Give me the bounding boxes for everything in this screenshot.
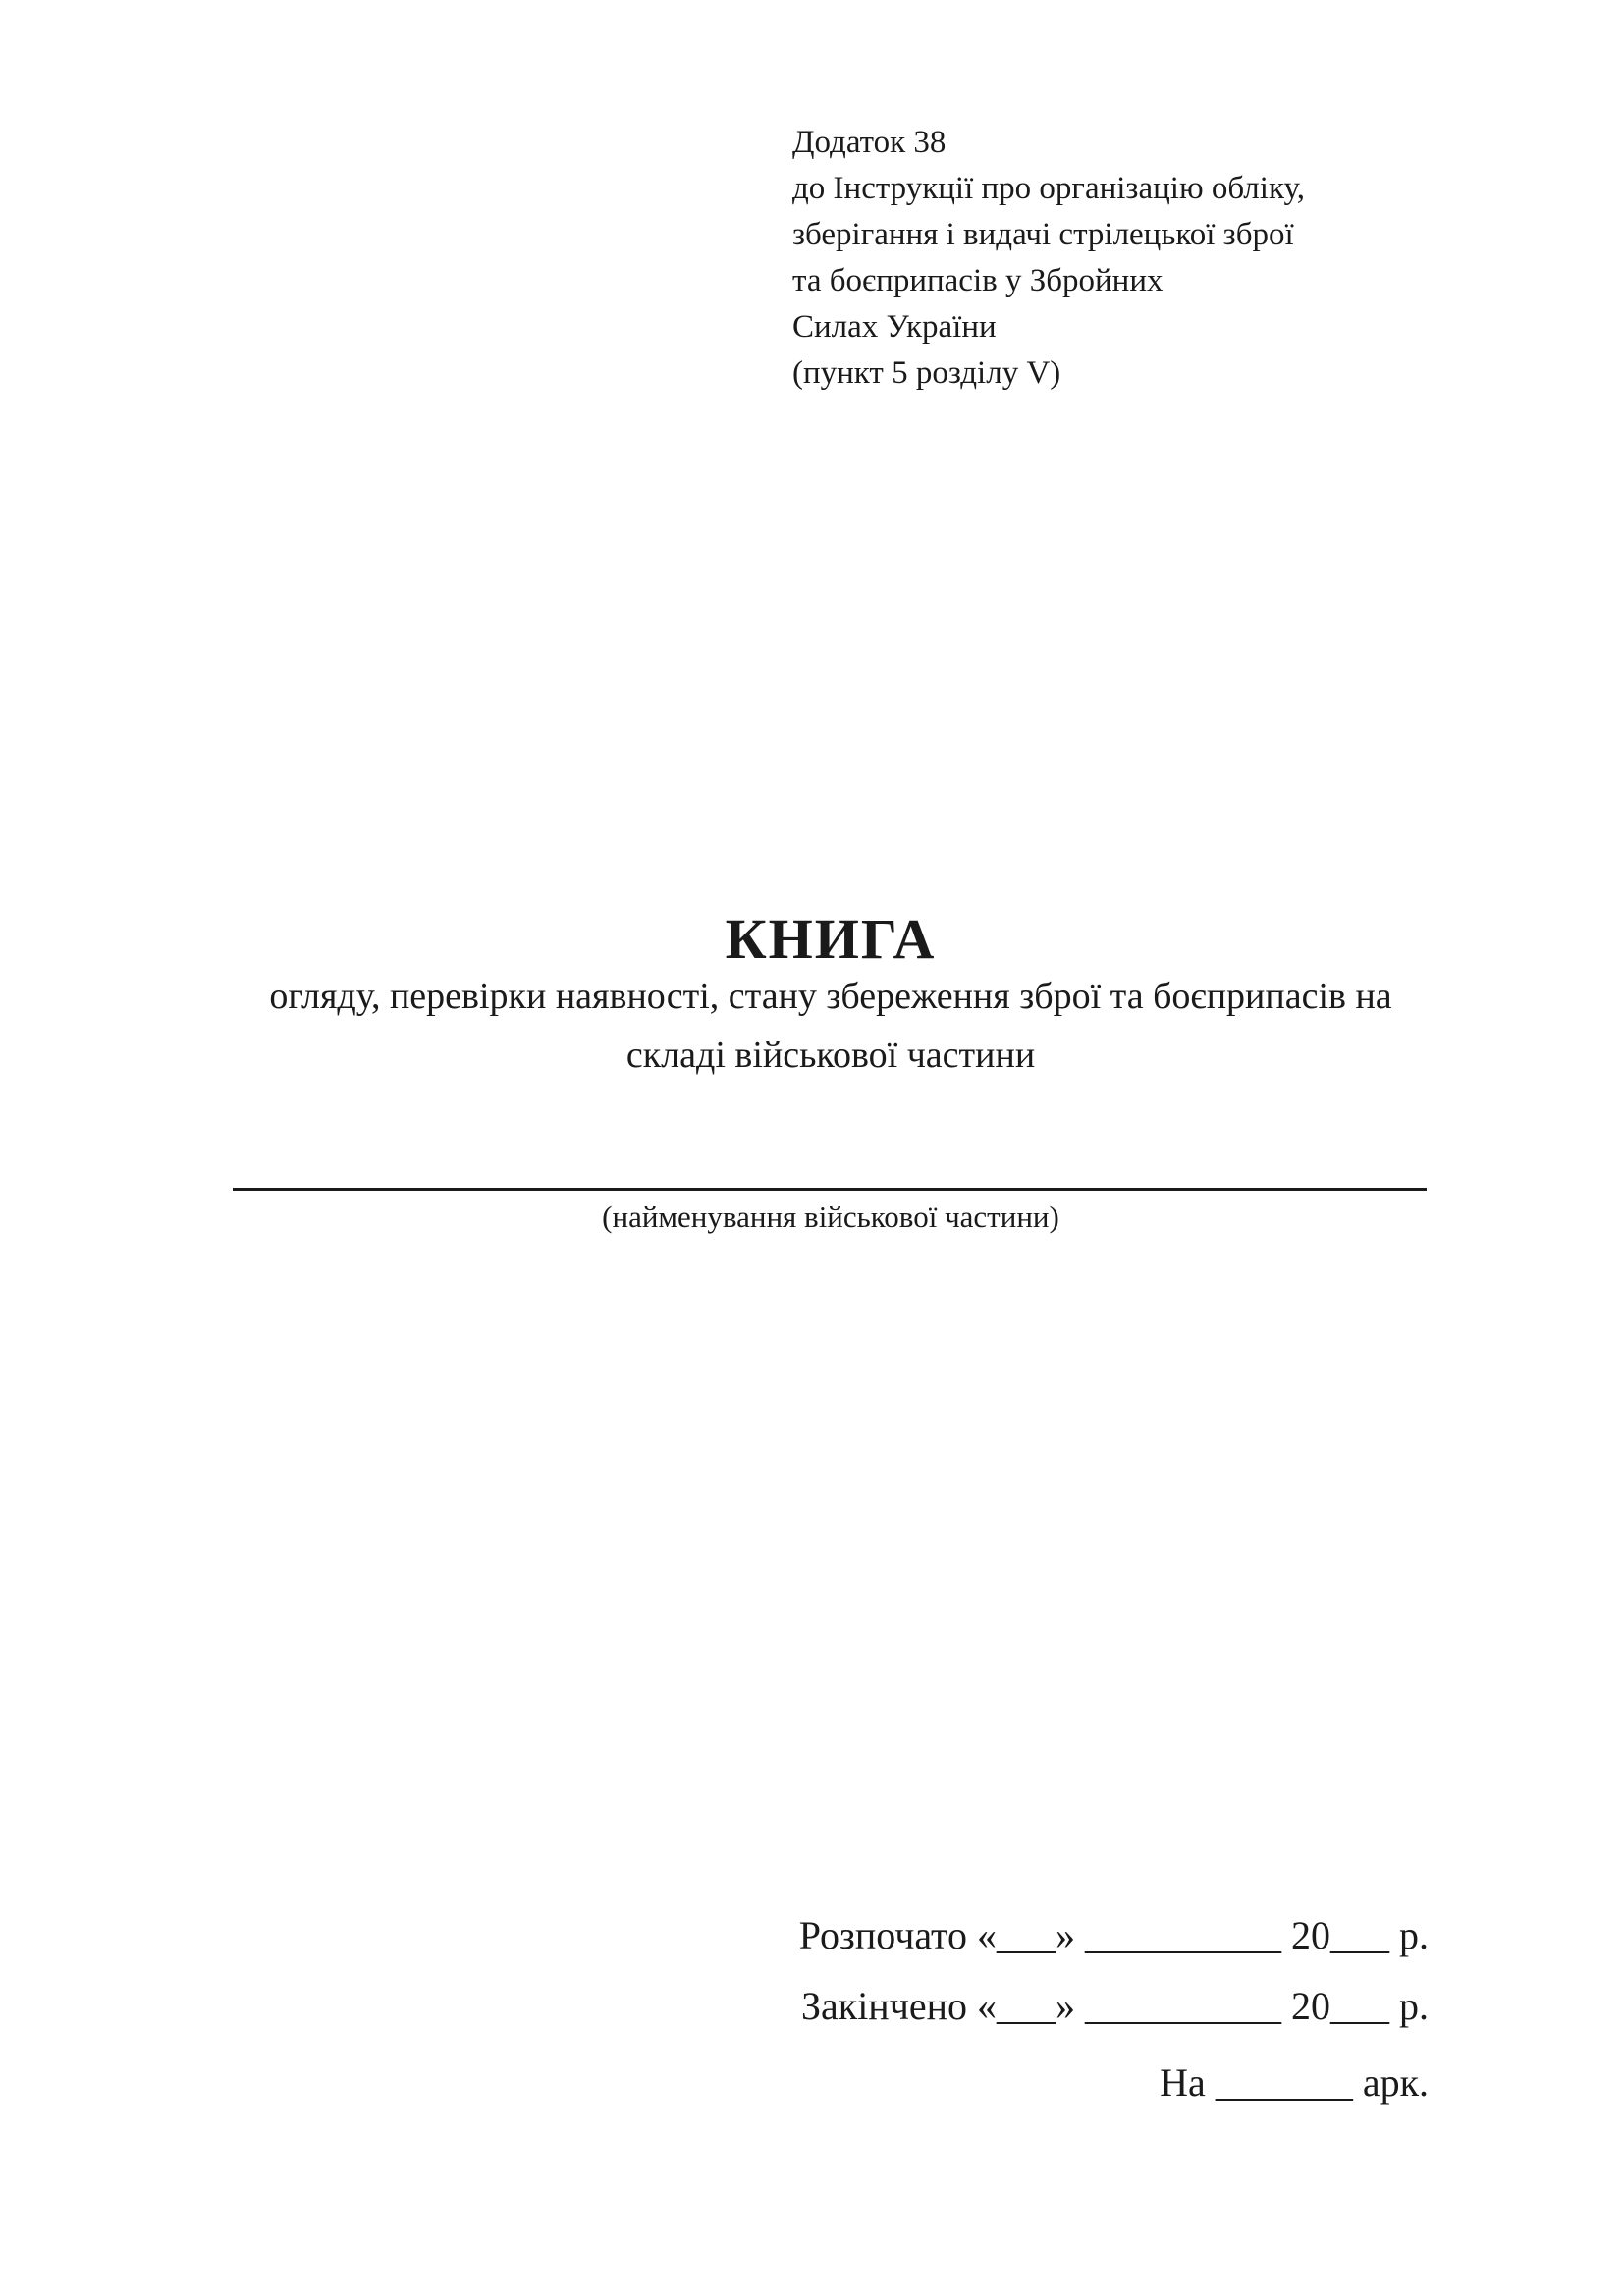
appendix-line: Силах України xyxy=(792,309,997,345)
sheets-count-line: На _______ арк. xyxy=(1160,2060,1429,2105)
unit-name-blank-line xyxy=(233,1188,1427,1191)
finished-date-line: Закінчено «___» __________ 20___ р. xyxy=(800,1984,1429,2028)
appendix-reference-block xyxy=(792,120,1305,397)
book-subtitle xyxy=(233,967,1429,1085)
appendix-line: зберігання і видачі стрілецької зброї xyxy=(792,217,1294,252)
appendix-line: (пункт 5 розділу V) xyxy=(792,355,1061,391)
started-date-line: Розпочато «___» __________ 20___ р. xyxy=(798,1913,1429,1957)
book-subtitle-line: складі військової частини xyxy=(625,1035,1036,1076)
unit-name-caption: (найменування військової частини) xyxy=(602,1200,1059,1234)
book-title: КНИГА xyxy=(725,907,937,971)
appendix-line: Додаток 38 xyxy=(792,125,947,160)
book-subtitle-line: огляду, перевірки наявності, стану збереження зброї та боєприпасів на xyxy=(269,976,1392,1017)
appendix-line: до Інструкції про організацію обліку, xyxy=(792,171,1305,206)
appendix-line: та боєприпасів у Збройних xyxy=(792,263,1164,298)
